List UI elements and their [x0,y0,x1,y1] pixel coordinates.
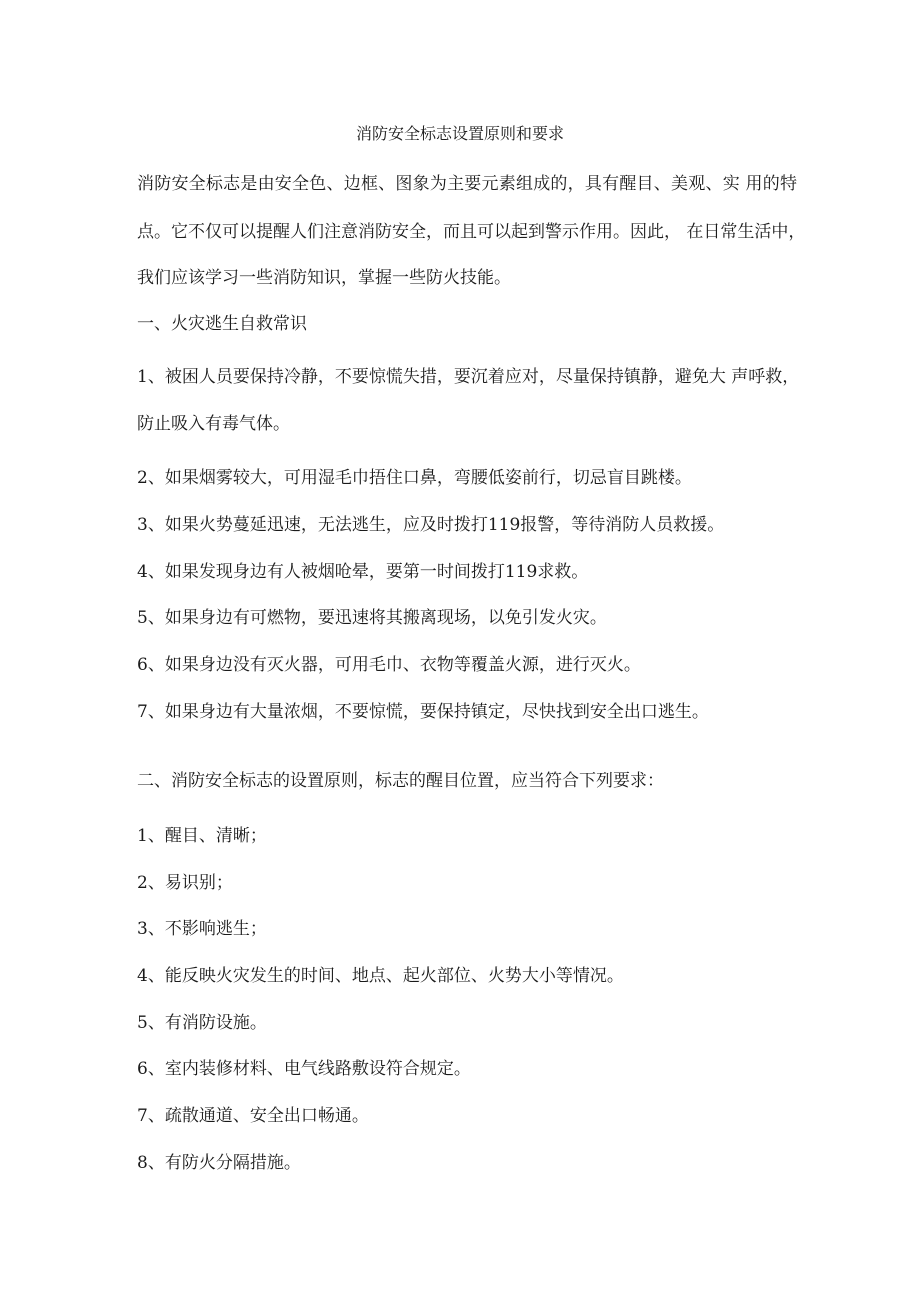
section1-item-3: 3、如果火势蔓延迅速，无法逃生，应及时拨打119报警，等待消防人员救援。 [137,515,725,535]
section2-heading: 二、消防安全标志的设置原则，标志的醒目位置，应当符合下列要求： [137,771,664,791]
section1-item-1-line-2: 防止吸入有毒气体。 [137,414,290,434]
section2-item-2: 2、易识别； [137,873,233,893]
section1-item-5: 5、如果身边有可燃物，要迅速将其搬离现场，以免引发火灾。 [137,608,607,628]
section2-item-4: 4、能反映火灾发生的时间、地点、起火部位、火势大小等情况。 [137,966,624,986]
section1-item-1-line-1: 1、被困人员要保持冷静，不要惊慌失措，要沉着应对，尽量保持镇静，避免大 声呼救， [137,367,800,387]
section1-item-7: 7、如果身边有大量浓烟，不要惊慌，要保持镇定，尽快找到安全出口逃生。 [137,702,709,722]
section2-item-5: 5、有消防设施。 [137,1013,267,1033]
section1-item-6: 6、如果身边没有灭火器，可用毛巾、衣物等覆盖火源，进行灭火。 [137,655,641,675]
intro-line-2: 点。它不仅可以提醒人们注意消防安全，而且可以起到警示作用。因此， 在日常生活中， [137,222,806,242]
section2-item-8: 8、有防火分隔措施。 [137,1153,301,1173]
section1-item-2: 2、如果烟雾较大，可用湿毛巾捂住口鼻，弯腰低姿前行，切忌盲目跳楼。 [137,468,692,488]
intro-line-3: 我们应该学习一些消防知识，掌握一些防火技能。 [137,268,511,288]
section1-item-4: 4、如果发现身边有人被烟呛晕，要第一时间拨打119求救。 [137,562,589,582]
section2-item-1: 1、醒目、清晰； [137,826,267,846]
section1-heading: 一、火灾逃生自救常识 [137,314,307,334]
intro-line-1: 消防安全标志是由安全色、边框、图象为主要元素组成的，具有醒目、美观、实 用的特 [137,174,797,194]
section2-item-7: 7、疏散通道、安全出口畅通。 [137,1106,369,1126]
section2-item-6: 6、室内装修材料、电气线路敷设符合规定。 [137,1059,471,1079]
document-title: 消防安全标志设置原则和要求 [355,124,564,143]
section2-item-3: 3、不影响逃生； [137,919,267,939]
